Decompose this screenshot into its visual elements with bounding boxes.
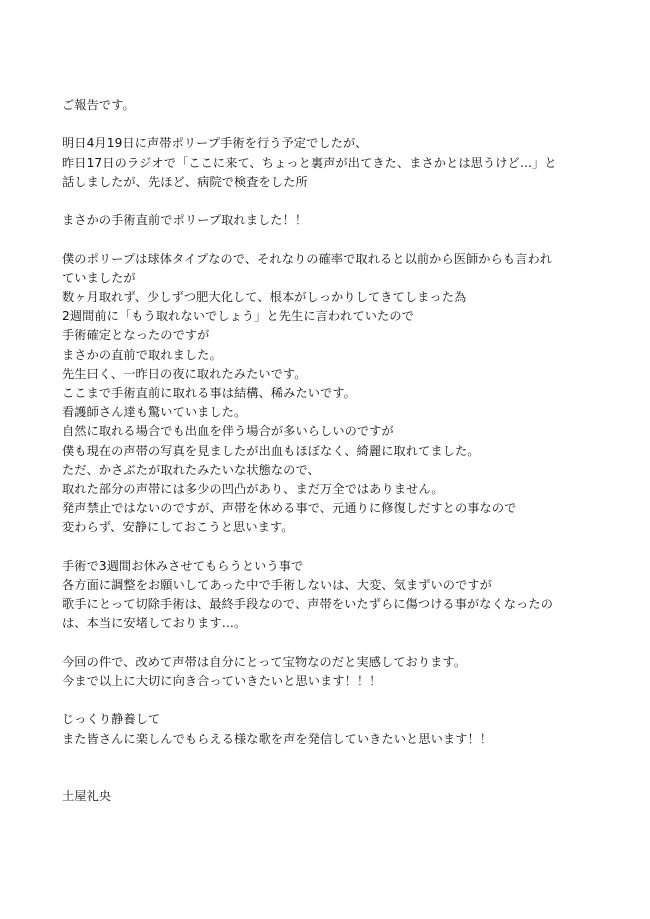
- text-line: 手術で3週間お休みさせてもらうという事で: [62, 558, 304, 573]
- text-line: まさかの直前で取れました。: [62, 347, 222, 362]
- paragraph-closing: [62, 710, 602, 748]
- text-line: ご報告です。: [62, 98, 135, 112]
- paragraph-greeting: [62, 96, 602, 115]
- text-line: は、本当に安堵しております…。: [62, 616, 247, 631]
- text-line: 僕のポリープは球体タイプなので、それなりの確率で取れると以前から医師からも言われ: [62, 251, 553, 266]
- text-line: 手術確定となったのですが: [62, 328, 210, 343]
- text-line: 2週間前に「もう取れないでしょう」と先生に言われていたので: [62, 309, 414, 324]
- text-line: ただ、かさぶたが取れたみたいな状態なので、: [62, 462, 320, 477]
- author-signature: 土屋礼央: [62, 789, 112, 804]
- text-line: ていましたが: [62, 270, 136, 285]
- text-line: 話しましたが、先ほど、病院で検査をした所: [62, 174, 308, 189]
- text-line: 僕も現在の声帯の写真を見ましたが出血もほぼなく、綺麗に取れてました。: [62, 443, 480, 458]
- paragraph-reflection: [62, 653, 602, 691]
- text-line: 変わらず、安静にしておこうと思います。: [62, 520, 294, 535]
- text-line: 各方面に調整をお願いしてあった中で手術しないは、大変、気まずいのですが: [62, 578, 492, 593]
- text-line: 明日4月19日に声帯ポリープ手術を行う予定でしたが、: [62, 136, 368, 151]
- paragraph-apology: [62, 557, 602, 634]
- text-line: また皆さんに楽しんでもらえる様な歌を声を発信していきたいと思います！！: [62, 731, 493, 746]
- text-line: 取れた部分の声帯には多少の凹凸があり、まだ万全ではありません。: [62, 482, 444, 497]
- text-line: 先生曰く、一昨日の夜に取れたみたいです。: [62, 366, 307, 381]
- text-line: じっくり静養して: [62, 712, 161, 727]
- text-line: 今まで以上に大切に向き合っていきたいと思います！！！: [62, 674, 382, 689]
- text-line: 今回の件で、改めて声帯は自分にとって宝物なのだと実感しております。: [62, 654, 467, 669]
- text-line: 自然に取れる場合でも出血を伴う場合が多いらしいのですが: [62, 424, 394, 439]
- text-line: まさかの手術直前でポリープ取れました！！: [62, 213, 308, 228]
- paragraph-details: [62, 250, 602, 538]
- text-line: 昨日17日のラジオで「ここに来て、ちょっと裏声が出てきた、まさかとは思うけど…」と: [62, 155, 557, 170]
- text-line: 歌手にとって切除手術は、最終手段なので、声帯をいたずらに傷つける事がなくなったの: [62, 597, 554, 612]
- announcement-document: [62, 96, 602, 806]
- text-line: 数ヶ月取れず、少しずつ肥大化して、根本がしっかりしてきてしまった為: [62, 289, 467, 304]
- text-line: 看護師さん達も驚いていました。: [62, 405, 247, 420]
- paragraph-announcement: [62, 211, 602, 230]
- signature-block: [62, 787, 602, 806]
- paragraph-surgery-schedule: [62, 134, 602, 192]
- text-line: 発声禁止ではないのですが、声帯を休める事で、元通りに修復しだすとの事なので: [62, 501, 517, 516]
- text-line: ここまで手術直前に取れる事は結構、稀みたいです。: [62, 386, 356, 400]
